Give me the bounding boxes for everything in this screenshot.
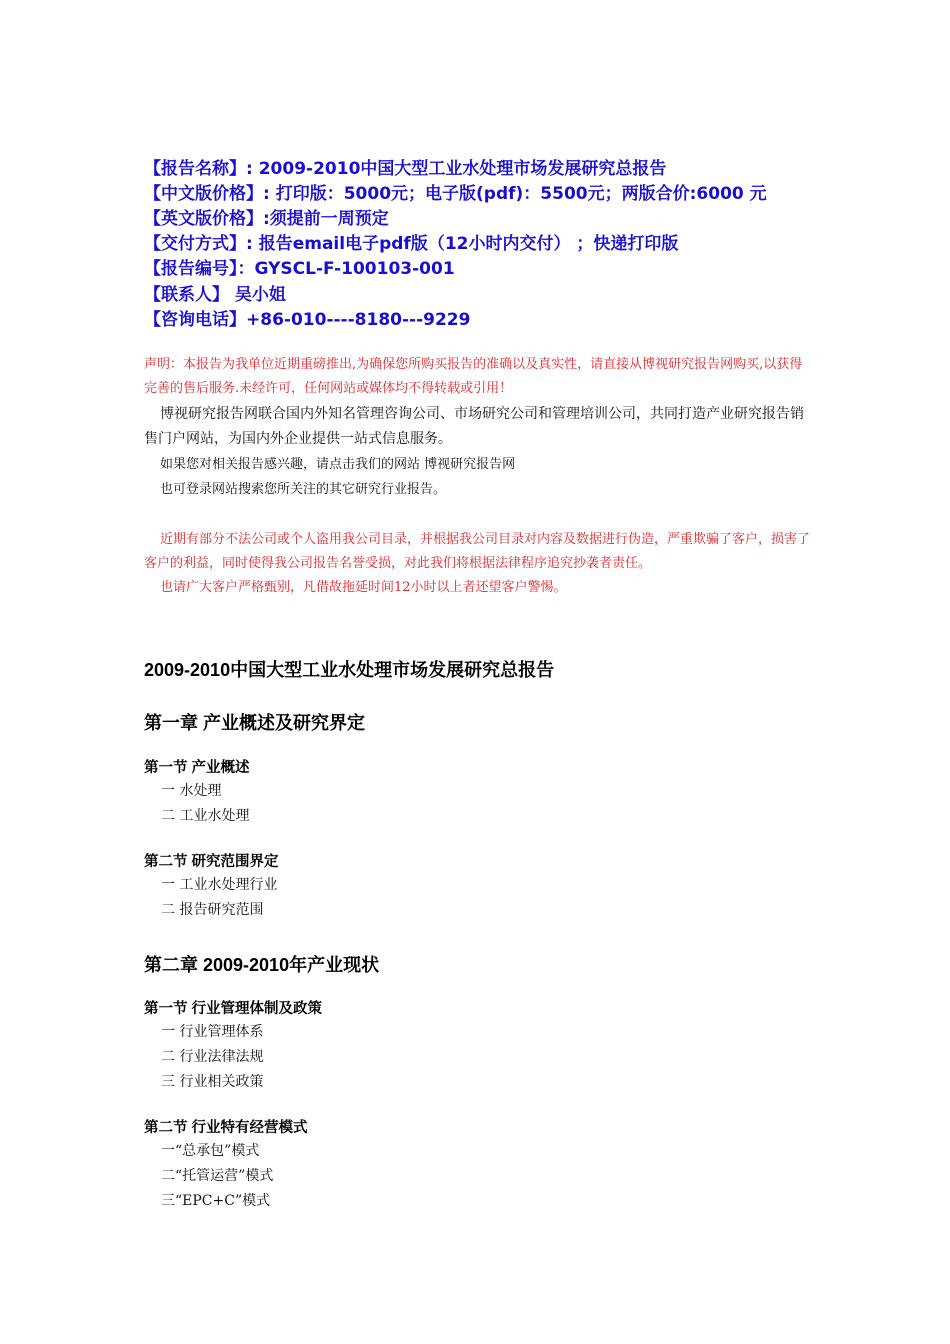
ch2-s1-item: 一 行业管理体系 — [161, 1024, 264, 1040]
caution-text: 也请广大客户严格甄别，凡借故拖延时间12小时以上者还望客户警惕。 — [160, 580, 567, 595]
search-text: 也可登录网站搜索您所关注的其它研究行业报告。 — [160, 482, 447, 497]
toc-title: 2009-2010中国大型工业水处理市场发展研究总报告 — [144, 660, 555, 680]
contact-line: 【联系人】 吴小姐 — [144, 285, 286, 305]
warning-text: 近期有部分不法公司或个人盗用我公司目录，并根据我公司目录对内容及数据进行伪造，严重欺骗了客户，损害了客户的利益，同时使得我公司报告名誉受损，对此我们将根据法律程序追究抄袭者责任。 — [144, 532, 811, 571]
disclaimer-text: 声明：本报告为我单位近期重磅推出,为确保您所购买报告的准确以及真实性，请直接从博视研究报告网购买,以获得完善的售后服务.未经许可，任何网站或媒体均不得转载或引用！ — [144, 357, 803, 396]
ch2-s1-item: 二 行业法律法规 — [161, 1049, 264, 1065]
ch1-s2-item: 一 工业水处理行业 — [161, 877, 278, 893]
delivery-line: 【交付方式】: 报告email电子pdf版（12小时内交付） ；快递打印版 — [144, 234, 679, 254]
ch1-section-1-title: 第一节 产业概述 — [144, 760, 250, 776]
phone-line: 【咨询电话】+86-010----8180---9229 — [144, 310, 471, 330]
ch2-section-1-title: 第一节 行业管理体制及政策 — [144, 1001, 323, 1017]
ch1-s1-item: 二 工业水处理 — [161, 808, 250, 824]
ch1-s2-item: 二 报告研究范围 — [161, 902, 264, 918]
en-price-line: 【英文版价格】:须提前一周预定 — [144, 209, 389, 229]
ch1-s1-item: 一 水处理 — [161, 783, 222, 799]
chapter-1-title: 第一章 产业概述及研究界定 — [144, 713, 365, 733]
ch2-s2-item: 二“托管运营”模式 — [161, 1168, 274, 1184]
ch2-section-2-title: 第二节 行业特有经营模式 — [144, 1120, 308, 1136]
report-name-line: 【报告名称】: 2009-2010中国大型工业水处理市场发展研究总报告 — [144, 159, 667, 179]
cn-price-line: 【中文版价格】: 打印版：5000元；电子版(pdf)：5500元；两版合价:6000 元 — [144, 184, 767, 204]
report-id-line: 【报告编号】：GYSCL-F-100103-001 — [144, 259, 455, 279]
ch2-s1-item: 三 行业相关政策 — [161, 1074, 264, 1090]
intro-text: 博视研究报告网联合国内外知名管理咨询公司、市场研究公司和管理培训公司，共同打造产业研究报告销售门户网站，为国内外企业提供一站式信息服务。 — [144, 406, 804, 447]
visit-text: 如果您对相关报告感兴趣，请点击我们的网站 博视研究报告网 — [160, 457, 516, 472]
ch2-s2-item: 一“总承包”模式 — [161, 1143, 260, 1159]
ch1-section-2-title: 第二节 研究范围界定 — [144, 854, 279, 870]
chapter-2-title: 第二章 2009-2010年产业现状 — [144, 955, 380, 975]
ch2-s2-item: 三“EPC+C”模式 — [161, 1193, 271, 1209]
